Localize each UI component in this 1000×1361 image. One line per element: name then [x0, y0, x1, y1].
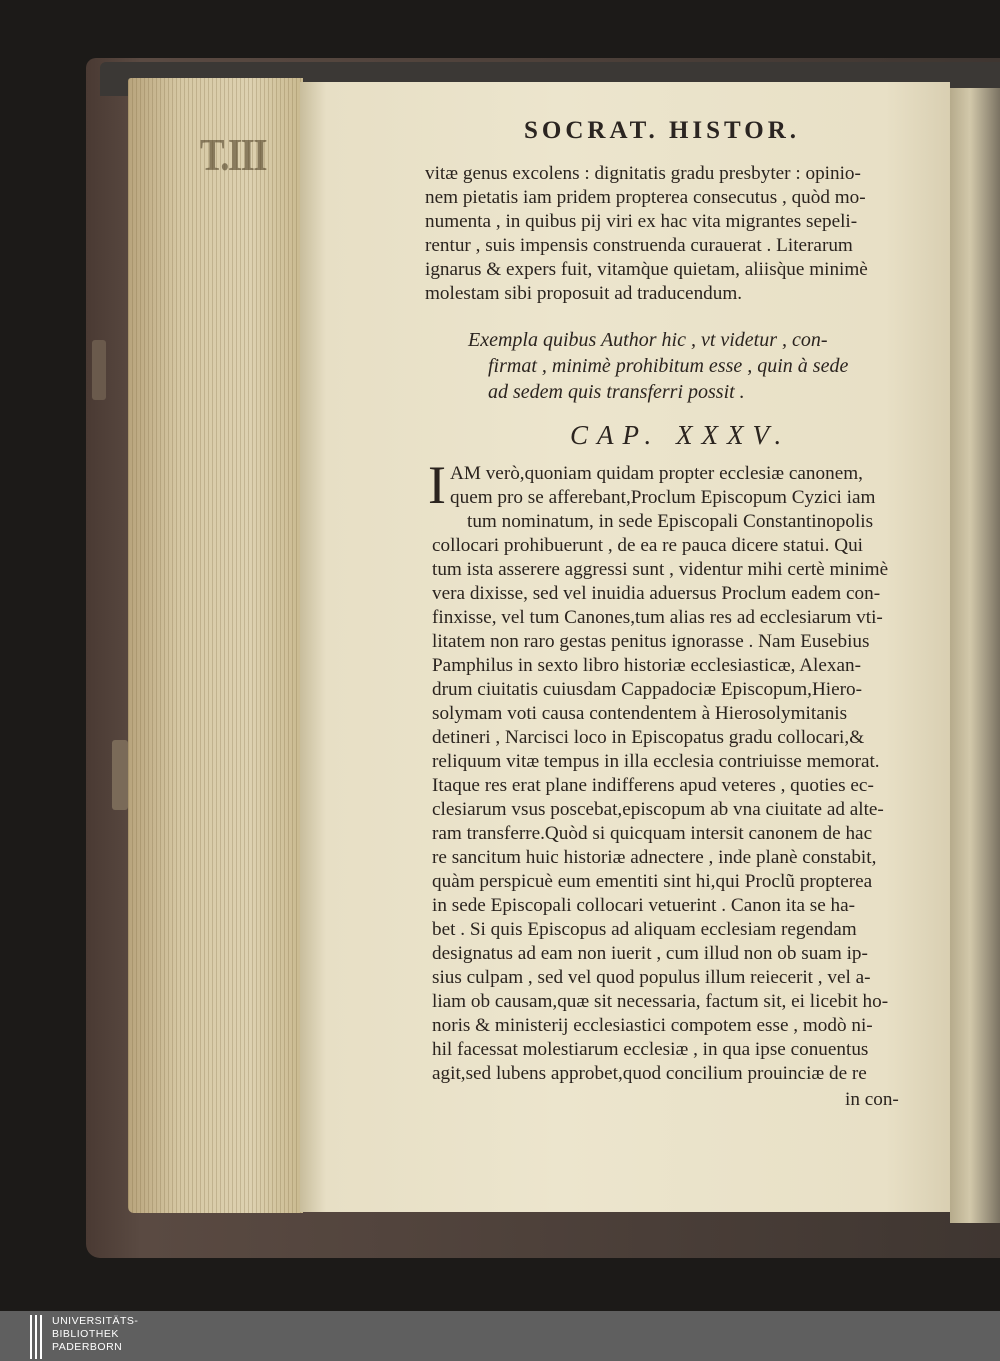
- body-line: AM verò,quoniam quidam propter ecclesiæ canonem,: [450, 463, 863, 484]
- summary-line: Exempla quibus Author hic , vt videtur , con-: [468, 329, 828, 351]
- library-logo-icon: [30, 1315, 42, 1359]
- chapter-heading: CAP. XXXV.: [570, 420, 791, 450]
- library-name: [52, 1315, 138, 1354]
- library-name-line: PADERBORN: [52, 1341, 123, 1353]
- body-line: reliquum vitæ tempus in illa ecclesia contriuisse memorat.: [432, 751, 880, 772]
- body-line: detineri , Narcisci loco in Episcopatus gradu collocari,&: [432, 727, 865, 748]
- intro-line: nem pietatis iam pridem propterea consecutus , quòd mo-: [425, 187, 866, 208]
- summary-line: firmat , minimè prohibitum esse , quin à sede: [488, 355, 849, 377]
- intro-line: rentur , suis impensis construenda curauerat . Literarum: [425, 235, 853, 256]
- body-line: vera dixisse, sed vel inuidia aduersus Proclum eadem con-: [432, 583, 881, 604]
- body-line: sius culpam , sed vel quod populus illum reiecerit , vel a-: [432, 967, 871, 988]
- intro-line: molestam sibi proposuit ad traducendum.: [425, 283, 743, 304]
- catchword: in con-: [845, 1089, 899, 1110]
- body-line: quem pro se afferebant,Proclum Episcopum Cyzici iam: [450, 487, 876, 508]
- body-line: drum ciuitatis cuiusdam Cappadociæ Episcopum,Hiero-: [432, 679, 863, 700]
- body-line: clesiarum vsus poscebat,episcopum ab vna ciuitate ad alte-: [432, 799, 884, 820]
- summary-line: ad sedem quis transferri possit .: [488, 381, 745, 403]
- library-name-line: BIBLIOTHEK: [52, 1328, 119, 1340]
- body-line: hil facessat molestiarum ecclesiæ , in qua ipse conuentus: [432, 1039, 869, 1060]
- tome-stamp: T.III: [200, 129, 266, 180]
- library-footer: [0, 1311, 1000, 1361]
- body-line: designatus ad eam non iuerit , cum illud non ob suam ip-: [432, 943, 868, 964]
- body-line: litatem non raro gestas penitus ignorasse . Nam Eusebius: [432, 631, 870, 652]
- body-line: agit,sed lubens approbet,quod concilium prouinciæ de re: [432, 1063, 867, 1084]
- intro-line: vitæ genus excolens : dignitatis gradu presbyter : opinio-: [425, 163, 861, 184]
- body-line: Itaque res erat plane indifferens apud veteres , quoties ec-: [432, 775, 874, 796]
- library-name-line: UNIVERSITÄTS-: [52, 1315, 139, 1327]
- body-line: in sede Episcopali collocari vetuerint . Canon ita se ha-: [432, 895, 856, 916]
- body-line: liam ob causam,quæ sit necessaria, factum sit, ei licebit ho-: [432, 991, 889, 1012]
- body-line: bet . Si quis Episcopus ad aliquam ecclesiam regendam: [432, 919, 857, 940]
- body-line: collocari prohibuerunt , de ea re pauca dicere statui. Qui: [432, 535, 863, 556]
- body-line: re sancitum huic historiæ adnectere , inde planè constabit,: [432, 847, 877, 868]
- body-line: tum nominatum, in sede Episcopali Constantinopolis: [467, 511, 874, 532]
- intro-line: ignarus & expers fuit, vitamq̀ue quietam, aliisq̀ue minimè: [425, 259, 868, 280]
- drop-cap: I: [428, 455, 446, 515]
- body-line: finxisse, vel tum Canones,tum alias res ad ecclesiarum vti-: [432, 607, 883, 628]
- body-line: tum ista asserere aggressi sunt , videntur mihi certè minimè: [432, 559, 889, 580]
- body-line: Pamphilus in sexto libro historiæ ecclesiasticæ, Alexan-: [432, 655, 861, 676]
- body-line: noris & ministerij ecclesiastici compotem esse , modò ni-: [432, 1015, 873, 1036]
- body-line: solymam voti causa contendentem à Hierosolymitanis: [432, 703, 848, 724]
- body-line: quàm perspicuè eum ementiti sint hi,qui Proclũ propterea: [432, 871, 873, 892]
- intro-line: numenta , in quibus pij viri ex hac vita migrantes sepeli-: [425, 211, 858, 232]
- body-line: ram transferre.Quòd si quicquam intersit canonem de hac: [432, 823, 873, 844]
- running-head: SOCRAT. HISTOR.: [524, 117, 801, 144]
